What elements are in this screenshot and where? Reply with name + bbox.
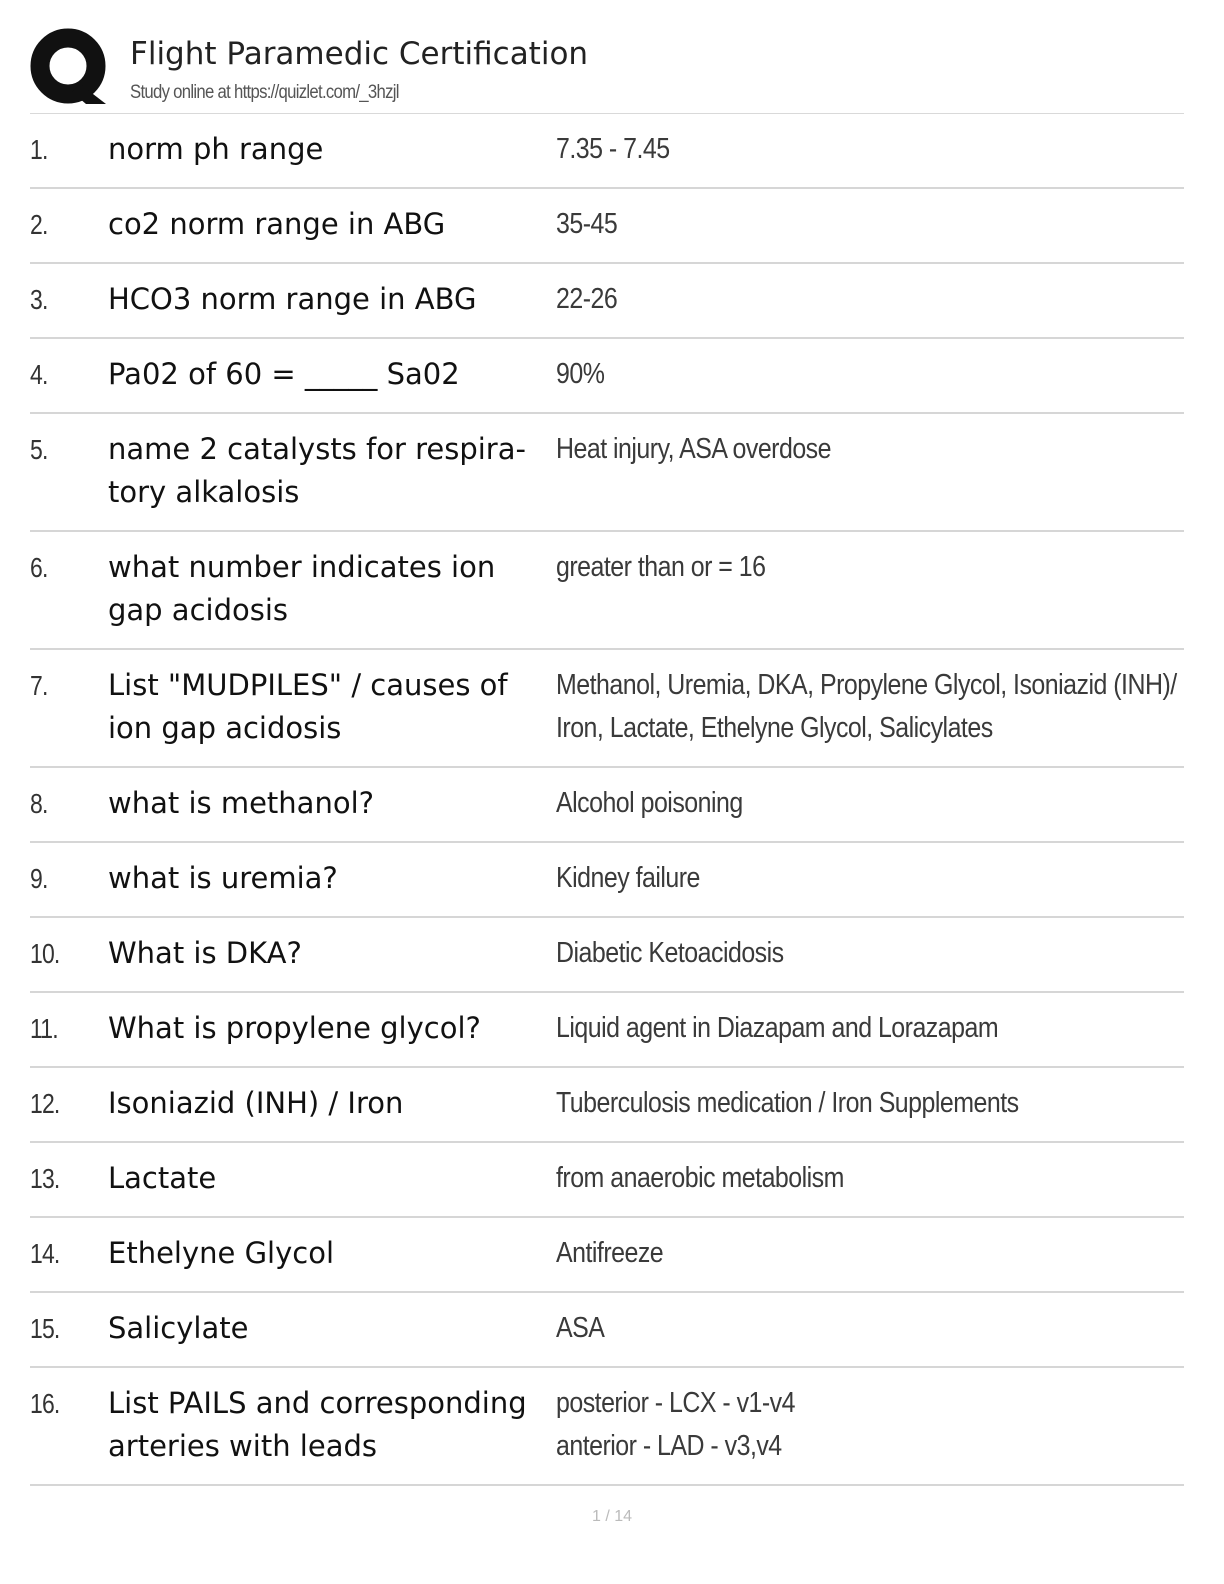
card-number: 7.	[30, 670, 48, 701]
page-title: Flight Paramedic Certification	[130, 36, 589, 72]
card-term: Pa02 of 60 = _____ Sa02	[108, 357, 460, 391]
card-number: 13.	[30, 1163, 60, 1194]
definition-line: Antifreeze	[556, 1237, 664, 1269]
flashcard-row	[30, 843, 1184, 918]
definition-line: posterior - LCX - v1-v4	[556, 1387, 795, 1419]
card-definition	[556, 768, 1096, 825]
card-definition	[556, 189, 1096, 246]
flashcard-row	[30, 993, 1184, 1068]
card-term: what number indicates ion gap acidosis	[108, 550, 496, 627]
study-online-link[interactable]: Study online at https://quizlet.com/_3hzjl	[130, 82, 399, 103]
card-number: 8.	[30, 788, 48, 819]
definition-line: Liquid agent in Diazapam and Lorazapam	[556, 1012, 999, 1044]
flashcard-row	[30, 650, 1184, 768]
card-definition	[556, 993, 1096, 1050]
page-number: 1 / 14	[591, 1508, 633, 1525]
page-header	[30, 28, 1190, 114]
card-definition	[556, 532, 1096, 589]
card-number: 12.	[30, 1088, 60, 1119]
card-definition	[556, 339, 1096, 396]
definition-line: 90%	[556, 358, 605, 390]
card-definition	[556, 918, 1096, 975]
card-number: 1.	[30, 134, 48, 165]
flashcard-row	[30, 414, 1184, 532]
definition-line: ASA	[556, 1312, 605, 1344]
card-definition	[556, 1368, 1096, 1468]
card-number: 9.	[30, 863, 48, 894]
card-number: 15.	[30, 1313, 60, 1344]
card-term: Ethelyne Glycol	[108, 1236, 335, 1270]
card-definition	[556, 114, 1096, 171]
card-term: what is methanol?	[108, 786, 375, 820]
definition-line: Diabetic Ketoacidosis	[556, 937, 784, 969]
definition-line: 35-45	[556, 208, 618, 240]
card-term: what is uremia?	[108, 861, 338, 895]
definition-line: Iron, Lactate, Ethelyne Glycol, Salicylates	[556, 712, 993, 744]
flashcard-row	[30, 532, 1184, 650]
card-definition	[556, 264, 1096, 321]
definition-line: greater than or = 16	[556, 551, 766, 583]
card-term: co2 norm range in ABG	[108, 207, 446, 241]
card-definition	[556, 843, 1096, 900]
card-term: norm ph range	[108, 132, 324, 166]
card-number: 3.	[30, 284, 48, 315]
flashcard-list	[30, 114, 1184, 1486]
definition-line: Alcohol poisoning	[556, 787, 743, 819]
definition-line: 7.35 - 7.45	[556, 133, 670, 165]
quizlet-logo-icon	[30, 28, 110, 108]
card-definition	[556, 1068, 1096, 1125]
card-definition	[556, 1143, 1096, 1200]
card-term: Isoniazid (INH) / Iron	[108, 1086, 404, 1120]
definition-line: Heat injury, ASA overdose	[556, 433, 831, 465]
flashcard-row	[30, 114, 1184, 189]
card-definition	[556, 650, 1177, 750]
card-number: 14.	[30, 1238, 60, 1269]
card-term: Lactate	[108, 1161, 217, 1195]
card-definition	[556, 1293, 1096, 1350]
flashcard-row	[30, 768, 1184, 843]
definition-line: from anaerobic metabolism	[556, 1162, 844, 1194]
card-term: List PAILS and corresponding arteries with leads	[108, 1386, 527, 1463]
definition-line: anterior - LAD - v3,v4	[556, 1430, 782, 1462]
definition-line: Tuberculosis medication / Iron Supplements	[556, 1087, 1019, 1119]
flashcard-row	[30, 1143, 1184, 1218]
card-number: 11.	[30, 1013, 58, 1044]
card-number: 16.	[30, 1388, 60, 1419]
flashcard-row	[30, 1368, 1184, 1486]
flashcard-row	[30, 1068, 1184, 1143]
flashcard-row	[30, 918, 1184, 993]
card-number: 6.	[30, 552, 48, 583]
card-term: Salicylate	[108, 1311, 249, 1345]
card-number: 5.	[30, 434, 48, 465]
card-definition	[556, 1218, 1096, 1275]
card-number: 4.	[30, 359, 48, 390]
definition-line: Methanol, Uremia, DKA, Propylene Glycol, Isoniazid (INH)/	[556, 669, 1177, 701]
card-term: HCO3 norm range in ABG	[108, 282, 477, 316]
card-number: 2.	[30, 209, 48, 240]
definition-line: 22-26	[556, 283, 618, 315]
flashcard-row	[30, 339, 1184, 414]
flashcard-row	[30, 264, 1184, 339]
flashcard-row	[30, 1293, 1184, 1368]
card-term: List "MUDPILES" / causes of ion gap acidosis	[108, 668, 508, 745]
flashcard-row	[30, 1218, 1184, 1293]
card-term: What is propylene glycol?	[108, 1011, 481, 1045]
card-term: name 2 catalysts for respira-tory alkalosis	[108, 432, 526, 509]
card-term: What is DKA?	[108, 936, 302, 970]
card-number: 10.	[30, 938, 60, 969]
flashcard-row	[30, 189, 1184, 264]
definition-line: Kidney failure	[556, 862, 700, 894]
card-definition	[556, 414, 1096, 471]
